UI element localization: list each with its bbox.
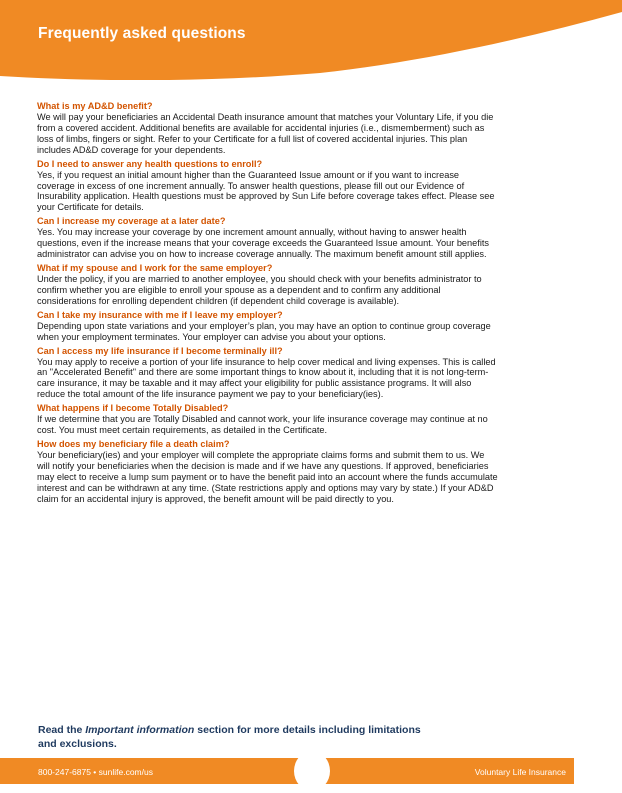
faq-answer: Yes. You may increase your coverage by one increment amount annually, without having to answer health questions, even if the increase means that your coverage exceeds the Guaranteed Issue amount. Your benefits administrator can advise you on how to increase coverage annually. The maximum benefit amount still applies. <box>37 227 490 260</box>
faq-list <box>37 101 499 507</box>
footer-contact: 800-247-6875 • sunlife.com/us <box>38 767 153 777</box>
faq-question: What if my spouse and I work for the same employer? <box>37 262 273 273</box>
faq-question: What is my AD&D benefit? <box>37 101 153 111</box>
faq-answer: Yes, if you request an initial amount higher than the Guaranteed Issue amount or if you want to increase coverage in excess of one increment annually. To answer health questions, please fill out our Evidence of Insurability application. Health questions must be approved by Sun Life before coverage takes effect. Please see your Certificate for details. <box>37 169 495 213</box>
page-title: Frequently asked questions <box>38 25 246 42</box>
footer-bar <box>0 758 622 793</box>
footer-note-suffix: section for more details including limitations and exclusions. <box>38 724 421 750</box>
faq-question: Do I need to answer any health questions to enroll? <box>37 158 263 169</box>
footer-note-emphasis: Important information <box>85 724 195 736</box>
faq-question: What happens if I become Totally Disabled? <box>37 403 229 414</box>
faq-question: Can I access my life insurance if I become terminally ill? <box>37 345 283 356</box>
footer-product-name: Voluntary Life Insurance <box>474 767 566 777</box>
footer-note <box>38 724 438 751</box>
faq-answer: Depending upon state variations and your employer’s plan, you may have an option to continue group coverage when your employment terminates. Your employer can advise you about your options. <box>37 320 491 342</box>
header-banner <box>0 0 622 80</box>
faq-answer: If we determine that you are Totally Disabled and cannot work, your life insurance coverage may continue at no cost. You must meet certain requirements, as detailed in the Certificate. <box>37 414 488 436</box>
faq-answer: You may apply to receive a portion of your life insurance to help cover medical and living expenses. This is called an "Accelerated Benefit" and there are some important things to know about it, including that it is not long-term-care insurance, it may be taxable and it may affect your eligibility for public assistance programs. It will also reduce the total amount of the life insurance payment we pay to your beneficiary(ies). <box>37 356 496 400</box>
faq-question: Can I increase my coverage at a later date? <box>37 216 226 227</box>
faq-question: Can I take my insurance with me if I leave my employer? <box>37 309 283 320</box>
footer-note-prefix: Read the <box>38 724 86 736</box>
faq-answer: Under the policy, if you are married to another employee, you should check with your benefits administrator to confirm whether you are eligible to enroll your spouse as a dependent and to confirm any additional considerations for enrolling dependent children (if dependent child coverage is available). <box>37 273 482 306</box>
faq-answer: We will pay your beneficiaries an Accidental Death insurance amount that matches your Voluntary Life, if you die from a covered accident. Additional benefits are available for accidental injuries (i.e., dismemberment) such as loss of limbs, fingers or sight. Refer to your Certificate for a full list of covered accidental injuries. This plan includes AD&D coverage for your dependents. <box>37 112 494 155</box>
faq-question: How does my beneficiary file a death claim? <box>37 438 230 449</box>
faq-answer: Your beneficiary(ies) and your employer will complete the appropriate claims forms and submit them to us. We will notify your beneficiaries when the decision is made and if we have any questions. If approved, beneficiaries may elect to receive a lump sum payment or to have the benefit paid into an account where the funds accumulate interest and can be withdrawn at any time. (State restrictions apply and options may vary by state.) If your AD&D claim for an accidental injury is approved, the benefit amount will be paid directly to you. <box>37 449 498 504</box>
